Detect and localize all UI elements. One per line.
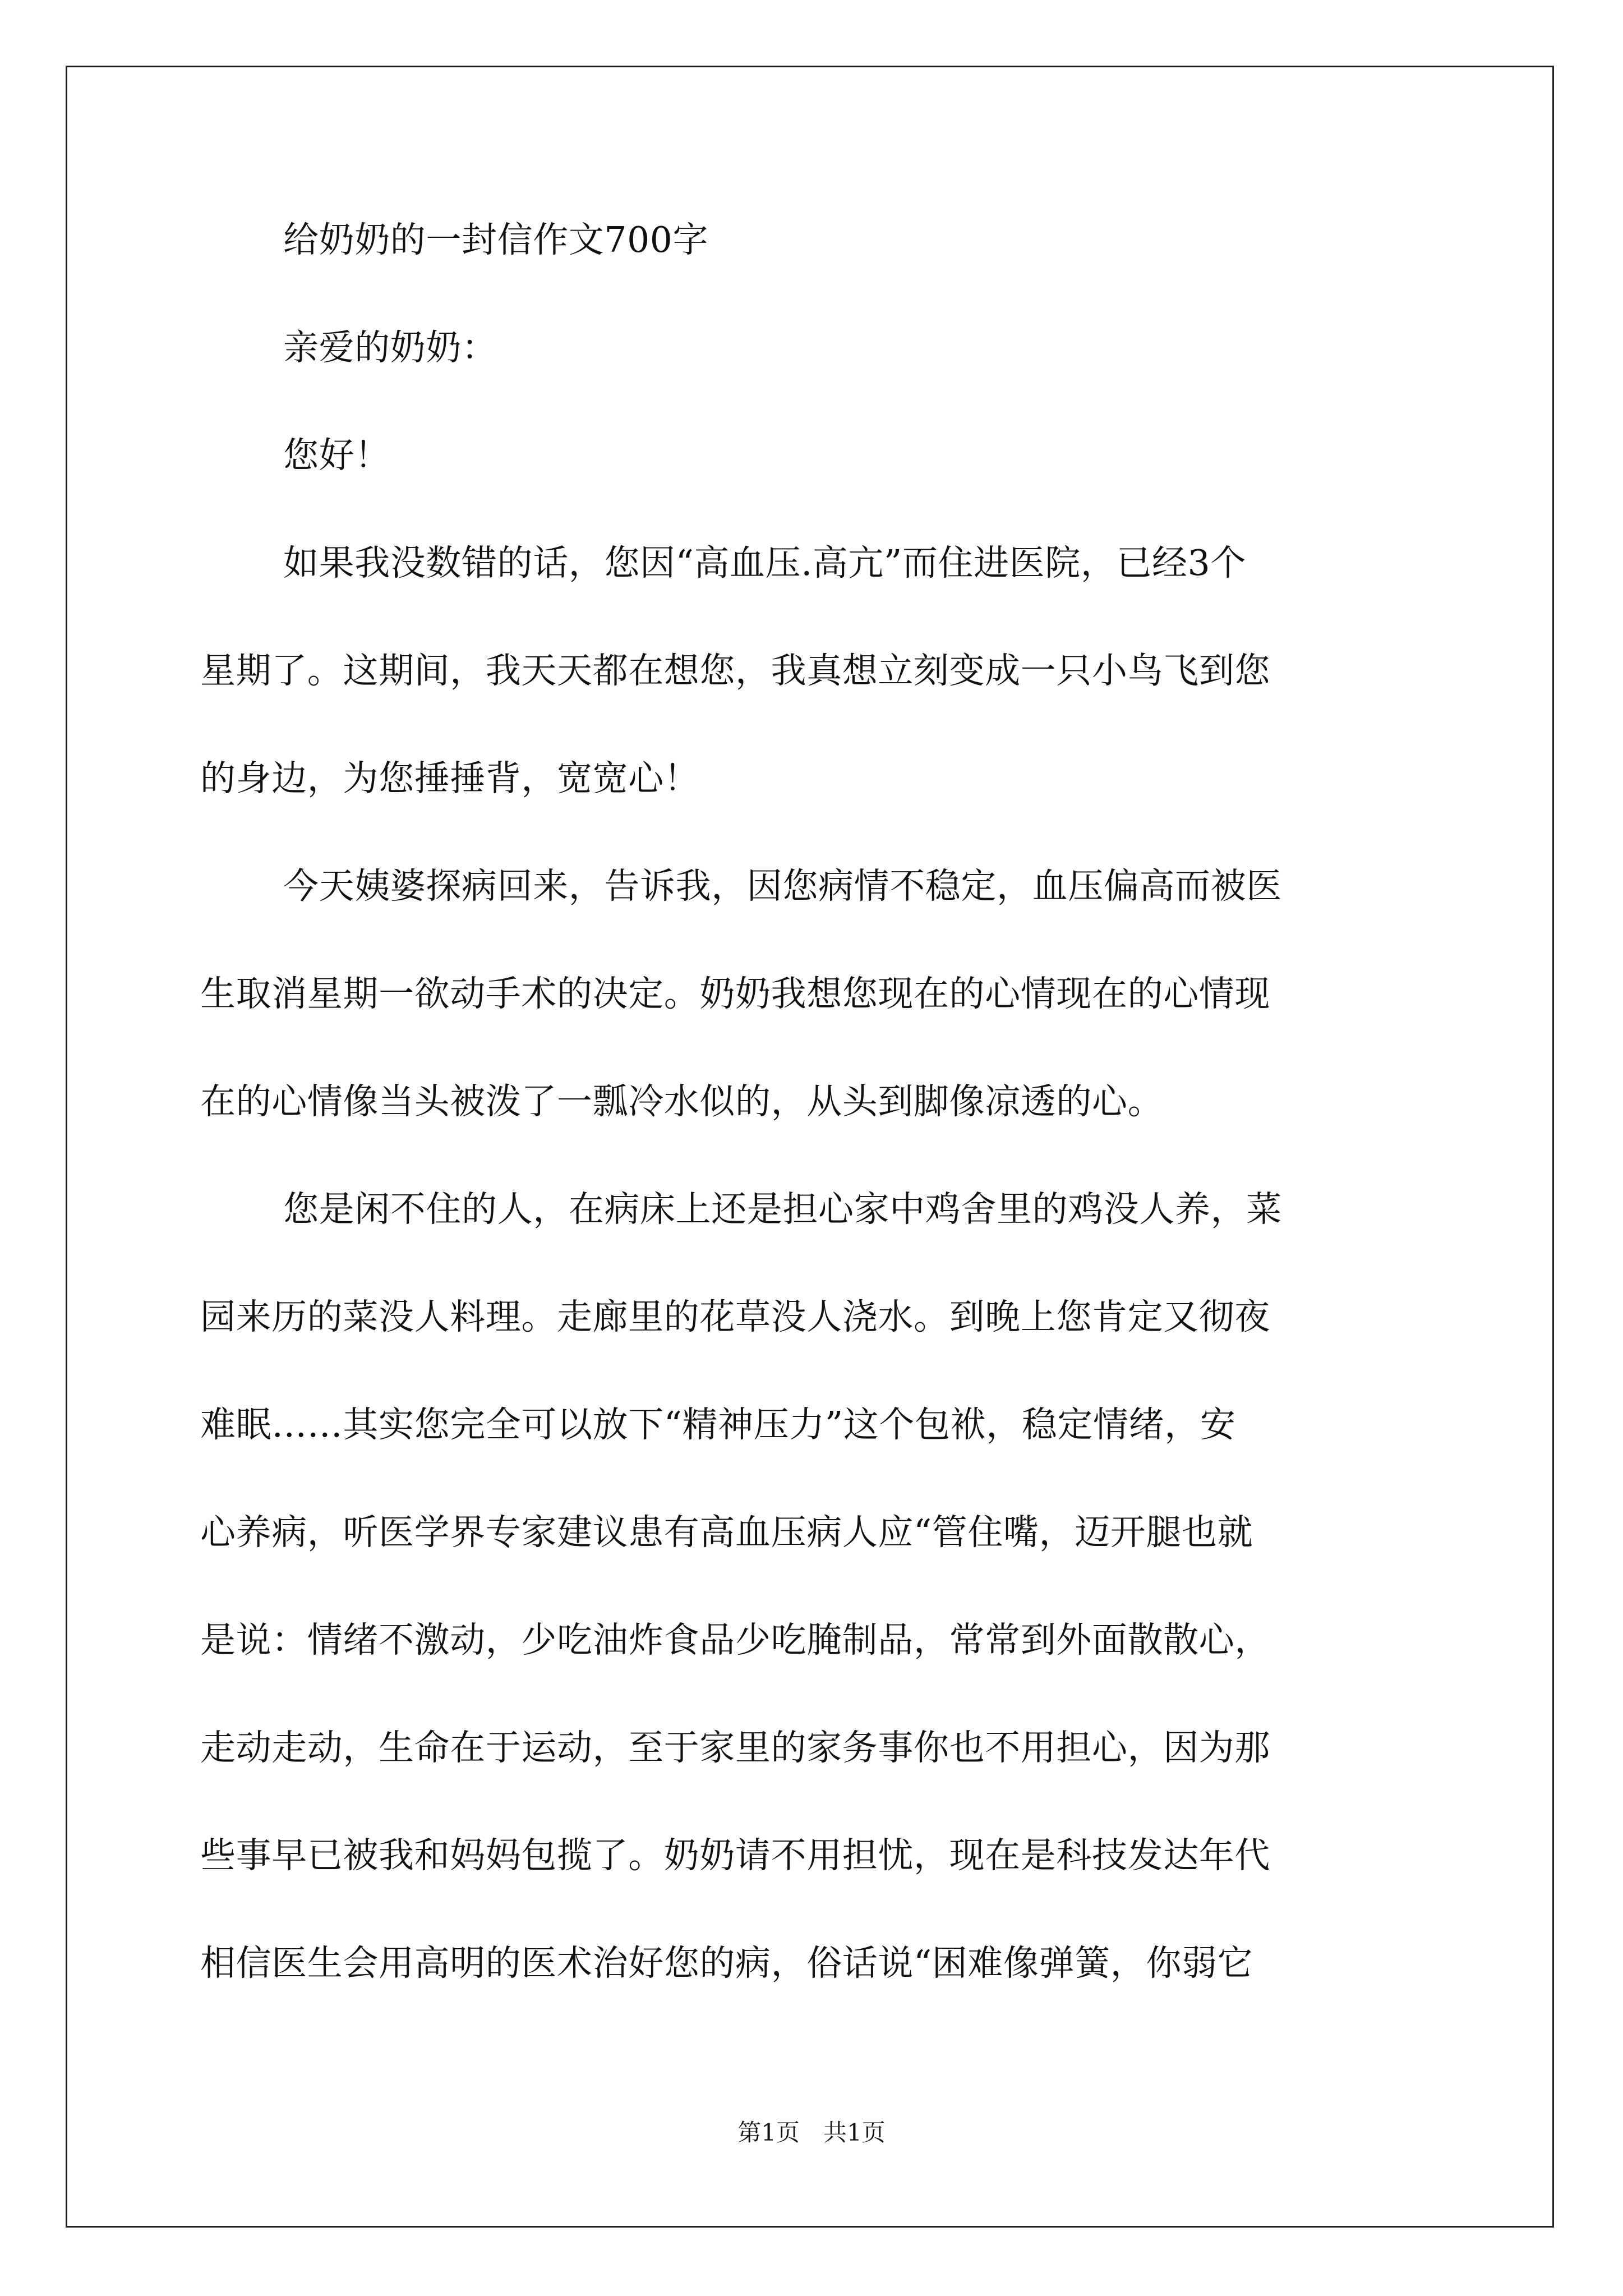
body-line: 是说：情绪不激动，少吃油炸食品少吃腌制品，常常到外面散散心， <box>200 1619 1270 1660</box>
page-border <box>66 66 1554 2228</box>
body-line: 星期了。这期间，我天天都在想您，我真想立刻变成一只小鸟飞到您 <box>200 650 1270 691</box>
document-title: 给奶奶的一封信作文700字 <box>283 219 709 260</box>
body-line: 些事早已被我和妈妈包揽了。奶奶请不用担忧，现在是科技发达年代 <box>200 1835 1270 1876</box>
body-line: 今天姨婆探病回来，告诉我，因您病情不稳定，血压偏高而被医 <box>283 866 1282 907</box>
body-line: 走动走动，生命在于运动，至于家里的家务事你也不用担心，因为那 <box>200 1727 1270 1768</box>
salutation: 亲爱的奶奶： <box>283 327 497 368</box>
page-footer: 第1页 共1页 <box>737 2119 886 2146</box>
body-line: 的身边，为您捶捶背，宽宽心！ <box>200 758 700 799</box>
greeting: 您好！ <box>283 435 390 476</box>
body-line: 难眠……其实您完全可以放下“精神压力”这个包袱，稳定情绪，安 <box>200 1404 1236 1445</box>
body-line: 园来历的菜没人料理。走廊里的花草没人浇水。到晚上您肯定又彻夜 <box>200 1296 1270 1337</box>
body-line: 心养病，听医学界专家建议患有高血压病人应“管住嘴，迈开腿也就 <box>200 1512 1253 1553</box>
body-line: 在的心情像当头被泼了一瓢冷水似的，从头到脚像凉透的心。 <box>200 1081 1164 1122</box>
body-line: 生取消星期一欲动手术的决定。奶奶我想您现在的心情现在的心情现 <box>200 973 1270 1014</box>
body-line: 您是闲不住的人，在病床上还是担心家中鸡舍里的鸡没人养，菜 <box>283 1189 1282 1230</box>
body-line: 相信医生会用高明的医术治好您的病，俗话说“困难像弹簧，你弱它 <box>200 1943 1253 1984</box>
body-line: 如果我没数错的话，您因“高血压.高亢”而住进医院，已经3个 <box>283 542 1246 583</box>
